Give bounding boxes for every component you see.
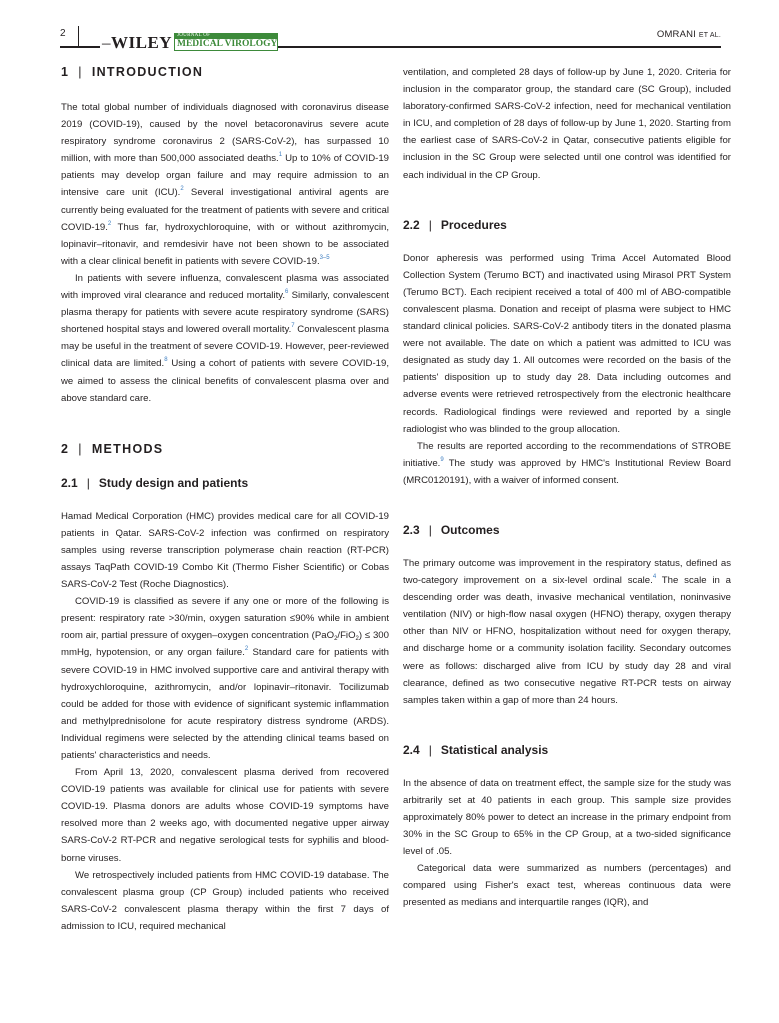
procedures-paragraph-2: The results are reported according to the recommendations of STROBE initiative.$^9$ The study was approved by HMC's Institutional Review Board (MRC0120191), with a waiver of informed consent. [403,440,731,486]
left-column [61,62,389,935]
study-design-paragraph-4: We retrospectively included patients from HMC COVID-19 database. The convalescent plasma group (CP Group) included patients who received SARS-CoV-2 convalescent plasma therapy within the first 7 days of admission to ICU, required mechanical [61,869,389,932]
procedures-paragraph-1: Donor apheresis was performed using Trima Accel Automated Blood Collection System (Terumo BCT) and inactivated using Mirasol PRT System (Terumo BCT). Each recipient received a total of 400 ml of ABO-compatible convalescent plasma. Donation and receipt of plasma were subject to HMC standard clinical policies. SARS-CoV-2 antibody titers in the donated plasma were not available. The date on which a patient was admitted to ICU was designated as study day 1. All outcomes were recorded on the basis of the patients' disposition up to study day 28. Data including outcomes and adverse events were retrieved retrospectively from the electronic healthcare records. Radiological findings were reviewed and reported by a single radiologist who was blinded to the group allocation. [403,252,731,435]
citation[interactable]: 4 [652,574,657,581]
citation[interactable]: 2 [180,186,184,193]
intro-paragraph-1: The total global number of individuals diagnosed with coronavirus disease 2019 (COVID-19), caused by the novel betacoronavirus severe acute respiratory syndrome coronavirus 2 (SARS-CoV-2), has surpassed 10 million, with more than 500,000 associated deaths.$^1$ Up to 10% of COVID-19 patients may develop organ failure and may require admission to an intensive care unit (ICU).$^2$ Several investigational antiviral agents are currently being evaluated for the treatment of patients with severe and critical COVID-19.$^2$ Thus far, hydroxychloroquine, with or without azithromycin, lopinavir–ritonavir, and remdesivir have not been shown to be associated with a clear clinical benefit in patients with severe COVID-19.$^{3-5}$ [61,102,390,267]
citation[interactable]: 8 [164,357,168,364]
citation[interactable]: 3–5 [319,254,330,261]
right-column [403,64,731,912]
study-design-paragraph-4-continued: ventilation, and completed 28 days of follow-up by June 1, 2020. Criteria for inclusion in the comparator group, the standard care (SC Group), included laboratory-confirmed SARS-CoV-2 infection, need for mechanical ventilation in ICU, and completion of 28 days of follow-up by June 1, 2020. Starting from the earliest case of SARS-CoV-2 in Qatar, consecutive patients eligible for inclusion in the SC Group were selected until one control was identified for each individual in the CP Group. [403,67,731,181]
journal-logo-top: JOURNAL OF [174,33,278,39]
statistics-paragraph-1: In the absence of data on treatment effect, the sample size for the study was arbitrarily set at 40 patients in each group. This sample size provides approximately 80% power to detect an increase in the primary endpoint from 30% in the SC Group to 65% in the CP Group, at a two-sided significance level of .05. [403,777,731,858]
page-number: 2 [60,28,66,39]
section-heading-introduction: 1 | INTRODUCTION [61,65,204,79]
citation[interactable]: 7 [291,323,295,330]
page-header [60,26,721,52]
subsection-heading-procedures: 2.2 | Procedures [403,217,507,232]
study-design-paragraph-1: Hamad Medical Corporation (HMC) provides medical care for all COVID-19 patients in Qatar. SARS-CoV-2 infection was confirmed on respiratory samples using reverse transcription polymerase chain reaction (RT-PCR) assays TaqPath COVID-19 Combo Kit (Thermo Fisher Scientific) or Cobas SARS-CoV-2 Test (Roche Diagnostics). [61,510,389,591]
citation[interactable]: 9 [440,456,444,463]
outcomes-paragraph-1: The primary outcome was improvement in the respiratory status, defined as two-category improvement on a six-level ordinal scale.$^4$ The scale in a descending order was death, invasive mechanical ventilation, noninvasive ventilation (NIV) or high-flow nasal oxygen (HFNO) therapy, oxygen therapy other than NIV or HFNO, hospitalization without need for oxygen therapy, and discharge home or a community isolation facility. Secondary outcomes were as follows: discharged alive from ICU by study day 28 and viral clearance, defined as two consecutive negative RT-PCR tests on airway samples taken within a gap of more than 24 hours. [403,557,731,706]
journal-logo-name: MEDICAL VIROLOGY [174,39,278,51]
study-design-paragraph-3: From April 13, 2020, convalescent plasma derived from recovered COVID-19 patients was available for clinical use for patients with severe COVID-19. Plasma donors are adults whose COVID-19 symptoms have resolved more than 2 weeks ago, with documented negative upper airway SARS-CoV-2 RT-PCR and negative serological tests for syphilis and blood-borne viruses. [61,767,389,864]
citation[interactable]: 1 [278,152,283,159]
citation[interactable]: 2 [107,220,112,227]
publisher-logo: –WILEY [100,34,183,52]
running-head: OMRANI ET AL. [656,29,721,40]
study-design-paragraph-2: COVID-19 is classified as severe if any one or more of the following is present: respiratory rate >30/min, oxygen saturation ≤90% while in ambient room air, partial pressure of oxygen–oxygen concentration (PaO$_2$/FiO$_2$) ≤ 300 mmHg, hypotension, or any organ failure.$^2$ Standard care for patients with severe COVID-19 in HMC involved supportive care and antiviral therapy with hydroxychloroquine, azithromycin, and/or lopinavir–ritonavir. Tocilizumab could be added for those with evidence of significant systemic inflammation and methylprednisolone for acute respiratory distress syndrome (ARDS). Individual regimens were selected by the attending clinical teams based on patients' characteristics and needs. [61,596,389,761]
journal-logo [172,33,278,51]
statistics-paragraph-2: Categorical data were summarized as numbers (percentages) and compared using Fisher's exact test, whereas continuous data were presented as medians and interquartile ranges (IQR), and [403,863,731,909]
intro-paragraph-2: In patients with severe influenza, convalescent plasma was associated with improved viral clearance and reduced mortality.$^6$ Similarly, convalescent plasma therapy for patients with severe acute respiratory syndrome (SARS) shortened hospital stays and lowered overall mortality.$^7$ Convalescent plasma may be useful in the treatment of severe COVID-19. However, peer-reviewed clinical data are limited.$^8$ Using a cohort of patients with severe COVID-19, we aimed to assess the clinical benefits of convalescent plasma over and above standard care. [61,272,390,404]
subsection-heading-outcomes: 2.3 | Outcomes [403,522,500,537]
citation[interactable]: 2 [244,646,249,653]
citation[interactable]: 6 [285,289,289,296]
subsection-heading-statistical-analysis: 2.4 | Statistical analysis [403,742,549,757]
section-heading-methods: 2 | METHODS [61,441,164,456]
subsection-heading-study-design: 2.1 | Study design and patients [61,475,249,490]
header-divider [78,26,79,46]
